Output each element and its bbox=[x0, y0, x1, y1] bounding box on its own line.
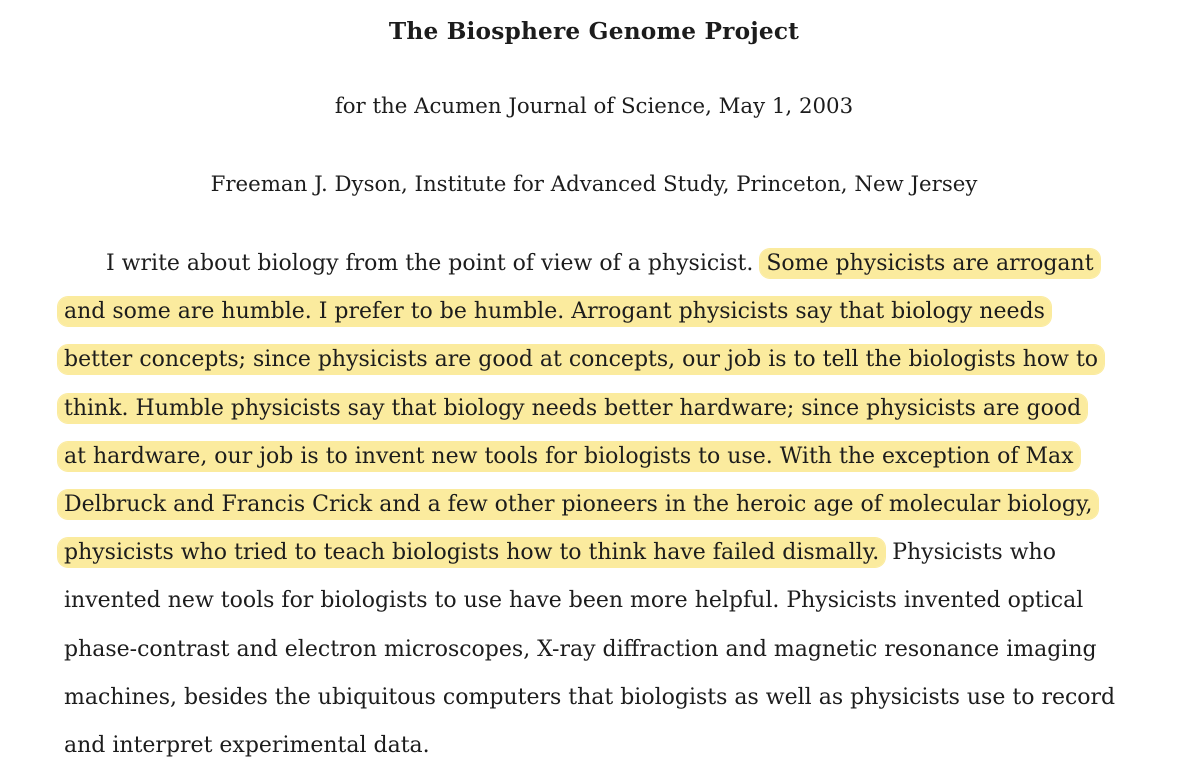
highlighted-text: physicists who tried to teach biologists how to think have failed dismally. bbox=[58, 538, 885, 567]
paragraph-line bbox=[64, 730, 430, 762]
highlighted-text: at hardware, our job is to invent new tools for biologists to use. With the exception of Max bbox=[58, 442, 1080, 471]
line-text: I write about biology from the point of view of a physicist. bbox=[106, 251, 754, 276]
line-text: phase-contrast and electron microscopes, X-ray diffraction and magnetic resonance imaging bbox=[64, 637, 1097, 662]
highlighted-text: Some physicists are arrogant bbox=[760, 249, 1099, 278]
paragraph-line bbox=[58, 393, 1087, 425]
paragraph-line bbox=[58, 344, 1104, 376]
paragraph-line bbox=[58, 441, 1080, 473]
paragraph-line bbox=[64, 585, 1083, 617]
line-text: machines, besides the ubiquitous computers that biologists as well as physicists use to record bbox=[64, 685, 1116, 710]
line-text: and interpret experimental data. bbox=[64, 733, 430, 758]
paragraph-line bbox=[58, 296, 1051, 328]
paragraph-line bbox=[58, 537, 1056, 569]
line-text: Physicists who bbox=[892, 540, 1056, 565]
paragraph-line bbox=[58, 489, 1098, 521]
highlighted-text: think. Humble physicists say that biology needs better hardware; since physicists are good bbox=[58, 394, 1087, 423]
highlighted-text: and some are humble. I prefer to be humble. Arrogant physicists say that biology needs bbox=[58, 297, 1051, 326]
line-text: invented new tools for biologists to use have been more helpful. Physicists invented optical bbox=[64, 588, 1084, 613]
paragraph-line bbox=[106, 248, 1100, 280]
paragraph-line bbox=[64, 634, 1097, 666]
highlighted-text: Delbruck and Francis Crick and a few other pioneers in the heroic age of molecular biology, bbox=[58, 490, 1098, 519]
paragraph-line bbox=[64, 682, 1115, 714]
author-line: Freeman J. Dyson, Institute for Advanced Study, Princeton, New Jersey bbox=[210, 172, 978, 197]
document-title: The Biosphere Genome Project bbox=[388, 18, 800, 45]
highlighted-text: better concepts; since physicists are good at concepts, our job is to tell the biologists how to bbox=[58, 345, 1104, 374]
document-subtitle: for the Acumen Journal of Science, May 1, 2003 bbox=[334, 94, 854, 119]
